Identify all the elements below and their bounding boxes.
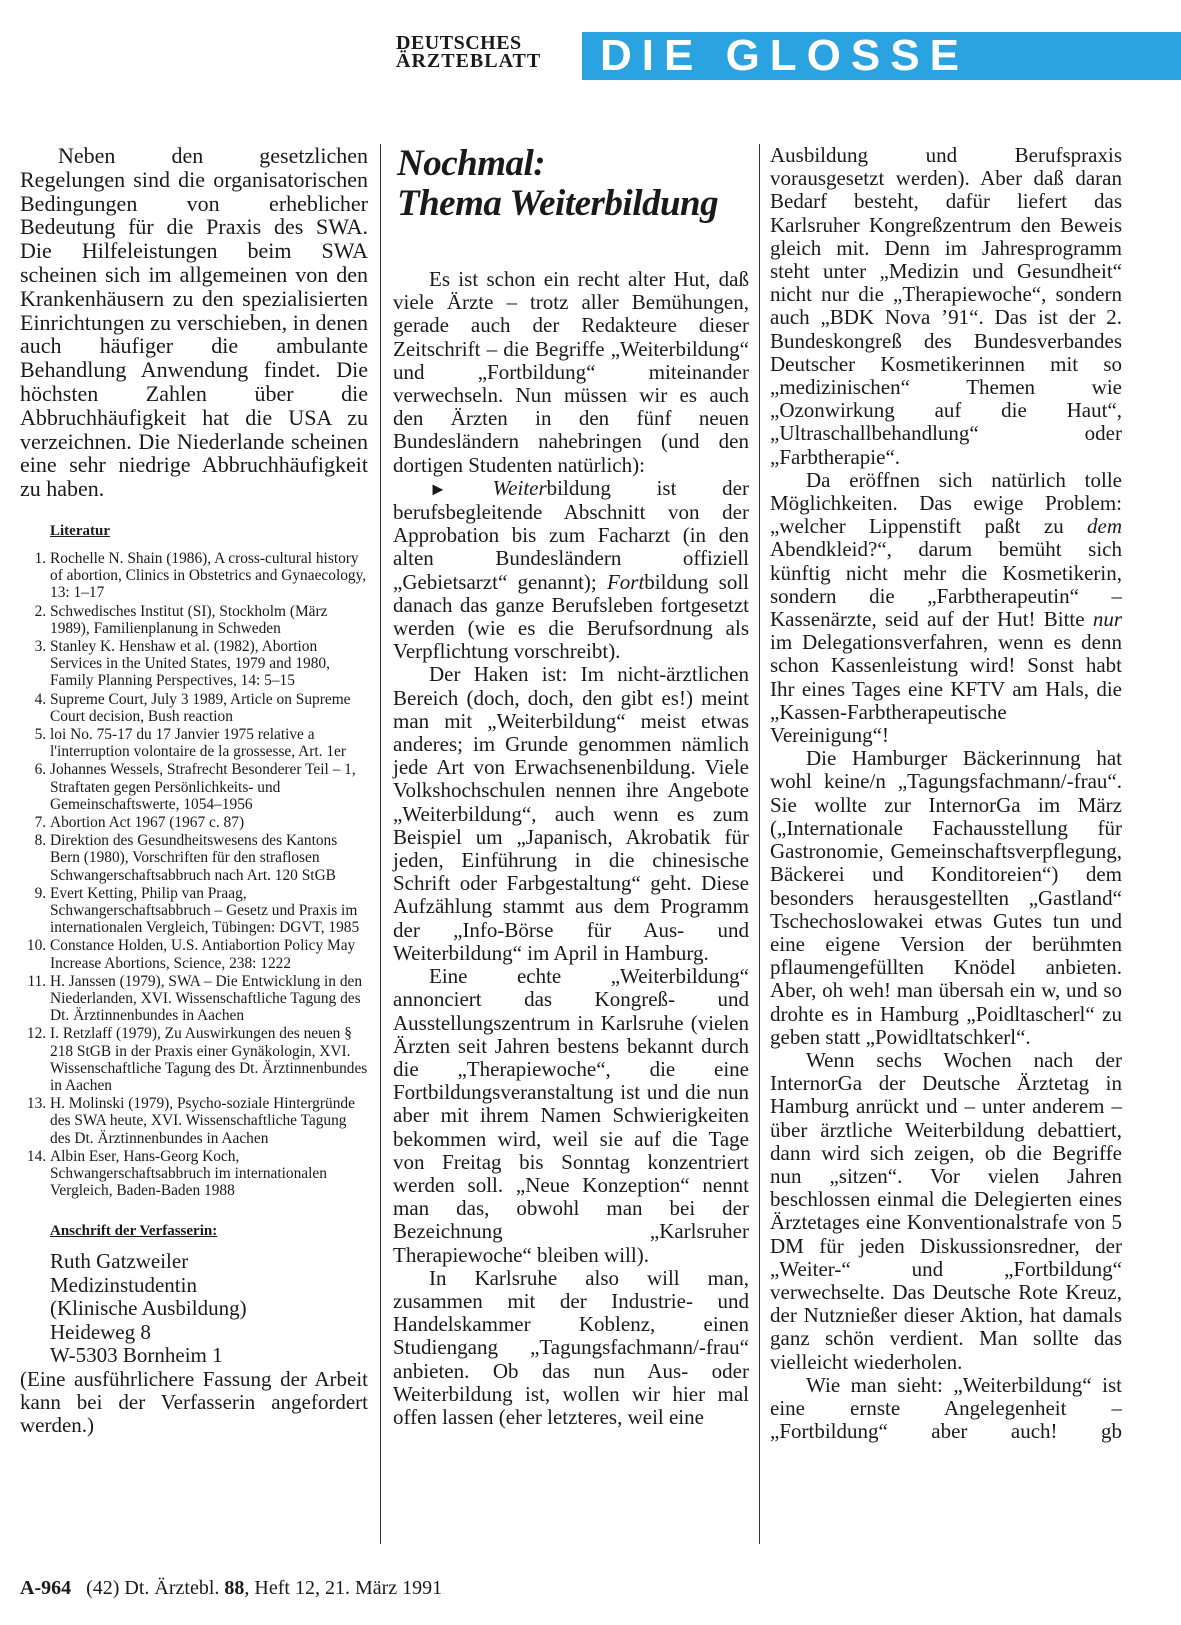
section-banner [582,32,1181,80]
article-paragraph: Die Hamburger Bäckerinnung hat wohl keine/n „Tagungsfachmann/-frau“. Sie wollte zur InternorGa im März („Internationale Fachausstellung für Gastronomie, Gemeinschaftsverpflegung, Bäckerei und Konditoreien“) dem besonders herausgestellten „Gastland“ Tschechoslowakei etwas Gutes tun und eine eigene Version der berühmten pflaumengefüllten Knödel anbieten. Aber, oh weh! man übersah ein w, und so drohte es in Hamburg „Poidltascherl“ zu geben statt „Powidltatschkerl“. [770,746,1122,1049]
article-paragraph: Wie man sieht: „Weiterbildung“ ist eine ernste Angelegenheit – „Fortbildung“ aber auch! gb [770,1372,1122,1444]
reference-item: 6. Johannes Wessels, Strafrecht Besonderer Teil – 1, Straftaten gegen Persönlichkeits- und Gemeinschaftswerte, 1054–1956 [50,761,368,813]
reference-item: 1. Rochelle N. Shain (1986), A cross-cultural history of abortion, Clinics in Obstetrics and Gynaecology, 13: 1–17 [50,550,368,602]
page-number: A-964 [20,1577,72,1599]
article-column-2 [770,144,1122,1443]
address-line: Ruth Gatzweiler [50,1249,189,1274]
article-paragraph: Eine echte „Weiterbildung“ annonciert das Kongreß- und Ausstellungszentrum in Karlsruhe (vielen Ärzten seit Jahren bestens bekannt durch die „Therapiewoche“, die eine Fortbildungsveranstaltung ist und die nun aber mit ihrem Namen Schwierigkeiten bekommen wird, weil sie auf die Tage von Freitag bis Sonntag konzentriert werden soll. „Neue Konzeption“ nennt man das, obwohl man bei der Bezeichnung „Karlsruher Therapiewoche“ bleiben will). [393,964,749,1267]
section-title: DIE GLOSSE [600,31,969,80]
left-column [20,144,368,1437]
reference-item: 12. I. Retzlaff (1979), Zu Auswirkungen des neuen § 218 StGB in der Praxis einer Gynäkologin, XVI. Wissenschaftliche Tagung des Dt. Ärztinnenbundes in Aachen [50,1025,368,1094]
article-paragraph: Da eröffnen sich natürlich tolle Möglichkeiten. Das ewige Problem: „welcher Lippenstift paßt zu dem Abendkleid?“, darum bemüht sich künftig nicht mehr die Kosmetikerin, sondern die „Farbtherapeutin“ – Kassenärzte, seid auf der Hut! Bitte nur im Delegationsverfahren, wenn es denn schon Kassenleistung wird! Sonst habt Ihr eines Tages eine KFTV am Hals, die „Kassen-Farbtherapeutische Vereinigung“! [770,467,1122,748]
article-paragraph: In Karlsruhe also will man, zusammen mit der Industrie- und Handelskammer Koblenz, einen Studiengang „Tagungsfachmann/-frau“ anbieten. Ob das nun Aus- oder Weiterbildung ist, wollen wir hier mal offen lassen (eher letzteres, weil eine [393,1265,749,1429]
reference-item: 3. Stanley K. Henshaw et al. (1982), Abortion Services in the United States, 1979 and 1980, Family Planning Perspectives, 14: 5–15 [50,638,368,690]
address-heading: Anschrift der Verfasserin: [50,1223,218,1240]
journal-logo: DEUTSCHES ÄRZTEBLATT [396,32,542,72]
article-paragraph: Wenn sechs Wochen nach der InternorGa der Deutsche Ärztetag in Hamburg anrückt und – unter anderem – über ärztliche Weiterbildung debattiert, dann wird sich zeigen, ob die Begriffe nun „sitzen“. Vor vielen Jahren beschlossen einmal die Delegierten eines Ärztetages eine Konventionalstrafe von 5 DM für jeden Diskussionsredner, der „Weiter-“ und „Fortbildung“ verwechselte. Das Deutsche Rote Kreuz, der Nutznießer dieser Aktion, hat damals ganz schön verdient. Man sollte das vielleicht wiederholen. [770,1047,1122,1374]
address-line: Heideweg 8 [50,1319,151,1344]
reference-item: 2. Schwedisches Institut (SI), Stockholm (März 1989), Familienplanung in Schweden [50,603,368,637]
article-title: Nochmal: Thema Weiterbildung [397,143,719,224]
article-paragraph: Ausbildung und Berufspraxis vorausgesetzt werden). Aber daß daran Bedarf besteht, dafür liefert das Karlsruher Kongreßzentrum den Beweis gleich mit. Denn im Jahresprogramm steht unter „Medizin und Gesundheit“ nicht nur die „Therapiewoche“, sondern auch „BDK Nova ’91“. Das ist der 2. Bundeskongreß des Bundesverbandes Deutscher Kosmetikerinnen mit so „medizinischen“ Themen wie „Ozonwirkung auf die Haut“, „Ultraschallbehandlung“ oder „Farbtherapie“. [770,143,1122,469]
page-footer: A-964 (42) Dt. Ärztebl. 88, Heft 12, 21. März 1991 [20,1577,443,1599]
article-paragraph: ► Weiterbildung ist der berufsbegleitende Abschnitt von der Approbation bis zum Facharzt (in den alten Bundesländern offiziell „Gebietsarzt“ genannt); Fortbildung soll danach das ganze Berufsleben fortgesetzt werden (wie es die Berufsordnung als Verpflichtung vorschreibt). [393,475,750,664]
reference-item: 11. H. Janssen (1979), SWA – Die Entwicklung in den Niederlanden, XVI. Wissenschaftliche Tagung des Dt. Ärztinnenbundes in Aachen [50,973,368,1025]
reference-item: 13. H. Molinski (1979), Psycho-soziale Hintergründe des SWA heute, XVI. Wissenschaftliche Tagung des Dt. Ärztinnenbundes in Aachen [50,1095,368,1147]
reference-item: 9. Evert Ketting, Philip van Praag, Schwangerschaftsabbruch – Gesetz und Praxis im internationalen Vergleich, Tübingen: DGVT, 1985 [50,885,368,937]
reference-item: 4. Supreme Court, July 3 1989, Article on Supreme Court decision, Bush reaction [50,691,368,725]
references-heading: Literatur [50,522,110,539]
address-line: Medizinstudentin [50,1272,197,1297]
address-line: (Klinische Ausbildung) [50,1296,247,1321]
intro-paragraph: Neben den gesetzlichen Regelungen sind die organisatorischen Bedingungen von erheblicher Bedeutung für die Praxis des SWA. Die Hilfeleistungen beim SWA scheinen sich im allgemeinen von den Krankenhäusern zu den spezialisierten Einrichtungen zu verschieben, in denen auch häufiger die ambulante Behandlung Anwendung findet. Die höchsten Zahlen über die Abbruchhäufigkeit hat die USA zu verzeichnen. Die Niederlande scheinen eine sehr niedrige Abbruchhäufigkeit zu haben. [20,143,368,502]
article-paragraph: Der Haken ist: Im nicht-ärztlichen Bereich (doch, doch, den gibt es!) meint man mit „Weiterbildung“ meist etwas anderes; im Grunde genommen nämlich jede Art von Erwachsenenbildung. Viele Volkshochschulen nennen ihre Angebote „Weiterbildung“, auch wenn es zum Beispiel um „Japanisch, Akrobatik für jeden, Einführung in die chinesische Schrift oder Farbgestaltung“ geht. Diese Aufzählung stammt aus dem Programm der „Info-Börse für Aus- und Weiterbildung“ im April in Hamburg. [393,662,749,965]
author-note: (Eine ausführlichere Fassung der Arbeit kann bei der Verfasserin angefordert werden.) [20,1366,368,1437]
author-address [50,1250,368,1367]
reference-item: 8. Direktion des Gesundheitswesens des Kantons Bern (1980), Vorschriften für den straflosen Schwangerschaftsabbruch nach Art. 120 StGB [50,832,368,884]
author-signature: gb [1101,1419,1122,1444]
reference-item: 14. Albin Eser, Hans-Georg Koch, Schwangerschaftsabbruch im internationalen Vergleich, Baden-Baden 1988 [50,1148,368,1200]
article-paragraph: Es ist schon ein recht alter Hut, daß viele Ärzte – trotz aller Bemühungen, gerade auch der Redakteure dieser Zeitschrift – die Begriffe „Weiterbildung“ und „Fortbildung“ miteinander verwechseln. Nun müssen wir es auch den Ärzten in den fünf neuen Bundesländern nahebringen (und den dortigen Studenten natürlich): [393,267,749,477]
reference-item: 5. loi No. 75-17 du 17 Janvier 1975 relative a l'interruption volontaire de la grossesse, Art. 1er [50,726,368,760]
arrow-bullet-icon: ► [429,478,447,499]
address-line: W-5303 Bornheim 1 [50,1343,223,1368]
reference-item: 10. Constance Holden, U.S. Antiabortion Policy May Increase Abortions, Science, 238: 1222 [50,937,368,971]
column-divider [380,144,381,1544]
reference-item: 7. Abortion Act 1967 (1967 c. 87) [50,814,368,831]
references-list [20,550,368,1200]
article-column-1 [393,144,749,1429]
column-divider [759,144,760,1544]
